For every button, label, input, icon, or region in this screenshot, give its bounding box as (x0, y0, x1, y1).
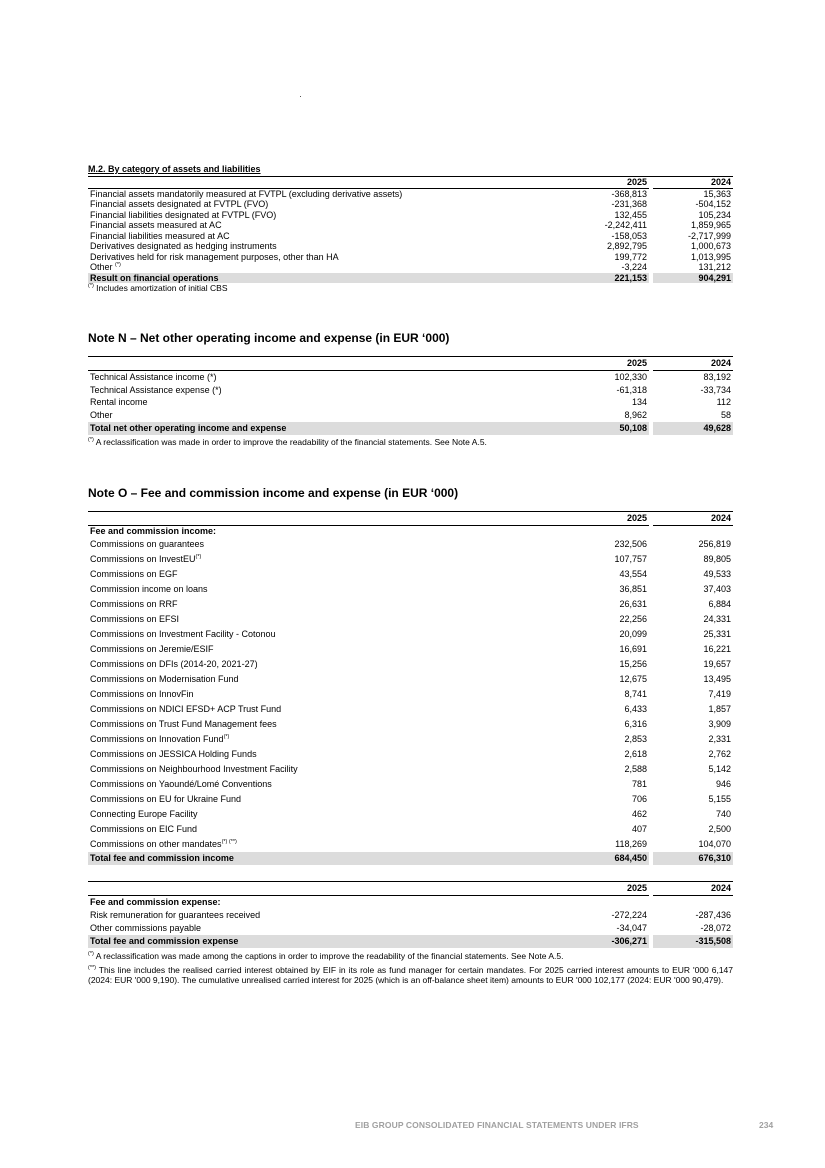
value-2024: 1,000,673 (690, 241, 731, 251)
value-2025: 16,691 (619, 644, 647, 654)
row-label: Commissions on Yaoundé/Lomé Conventions (90, 779, 272, 789)
table-row (88, 702, 733, 717)
footnote-marker: (*) (195, 554, 202, 560)
row-label: Technical Assistance expense (*) (90, 384, 222, 395)
value-2025: -231,368 (611, 199, 647, 209)
value-2024: 256,819 (698, 539, 731, 549)
row-label: Commissions on guarantees (90, 539, 205, 549)
footnote-marker: (*) (115, 262, 121, 268)
value-2025: -61,318 (616, 384, 647, 395)
value-2025: -272,224 (611, 910, 647, 920)
value-2025: 22,256 (619, 614, 647, 624)
table-header-row (88, 177, 733, 188)
row-label: Commissions on Investment Facility - Cotonou (90, 629, 276, 639)
row-label: Commissions on EFSI (90, 614, 180, 624)
value-2024: -33,734 (700, 384, 731, 395)
year-header: 2024 (653, 512, 733, 526)
value-2024: 1,857 (708, 704, 731, 714)
value-2024: 13,495 (703, 674, 731, 684)
table-row (88, 384, 733, 397)
row-label: Financial assets designated at FVTPL (FVO) (90, 199, 269, 209)
total-label: Total net other operating income and expense (88, 422, 569, 435)
year-header: 2024 (653, 357, 733, 370)
value-2024: -504,152 (695, 199, 731, 209)
table-row (88, 262, 733, 273)
table-header-row (88, 357, 733, 370)
table-row (88, 252, 733, 263)
value-2025: 118,269 (615, 839, 647, 849)
stray-dot (300, 96, 301, 97)
row-label: Commissions on EU for Ukraine Fund (90, 794, 242, 804)
row-label: Commissions on Neighbourhood Investment Facility (90, 764, 298, 774)
table-row (88, 188, 733, 199)
total-value: 221,153 (569, 273, 649, 284)
value-2025: -368,813 (611, 188, 647, 199)
value-2025: 102,330 (614, 371, 647, 382)
value-2025: 134 (631, 397, 647, 408)
year-header: 2024 (653, 882, 733, 896)
expense-subheading: Fee and commission expense: (90, 897, 221, 907)
row-label: Commissions on Modernisation Fund (90, 674, 239, 684)
value-2025: 2,588 (624, 764, 647, 774)
total-label: Total fee and commission expense (88, 935, 569, 948)
table-row (88, 567, 733, 582)
note-o-expense-table (88, 882, 733, 948)
table-row (88, 732, 733, 747)
value-2024: -287,436 (695, 910, 731, 920)
footnote-marker: (*) (223, 734, 230, 740)
value-2025: -158,053 (611, 230, 647, 241)
value-2025: 15,256 (619, 659, 647, 669)
value-2024: 740 (715, 809, 731, 819)
table-row (88, 837, 733, 852)
value-2024: -2,717,999 (687, 230, 731, 241)
value-2024: -28,072 (700, 923, 731, 933)
table-row (88, 672, 733, 687)
value-2024: 131,212 (698, 262, 731, 272)
year-header: 2025 (569, 177, 649, 188)
value-2024: 5,155 (708, 794, 731, 804)
row-label: Derivatives designated as hedging instruments (90, 241, 277, 251)
table-row (88, 687, 733, 702)
table-row (88, 822, 733, 837)
row-label: Risk remuneration for guarantees received (90, 910, 261, 920)
row-label: Other commissions payable (90, 923, 202, 933)
row-label: Commissions on other mandates(*) (**) (90, 839, 237, 849)
value-2025: 8,741 (624, 689, 647, 699)
value-2025: 407 (631, 824, 647, 834)
year-header: 2025 (569, 357, 649, 370)
table-total-row (88, 852, 733, 865)
value-2024: 7,419 (708, 689, 731, 699)
total-value: 50,108 (569, 422, 649, 435)
table-row (88, 220, 733, 231)
value-2024: 2,762 (708, 749, 731, 759)
note-n-footnote: (*) A reclassification was made in order to improve the readability of the financial statements. See Note A.5. (88, 436, 487, 447)
total-value: -315,508 (653, 935, 733, 948)
row-label: Commission income on loans (90, 584, 208, 594)
table-header-row (88, 882, 733, 896)
value-2024: 37,403 (703, 584, 731, 594)
value-2024: 946 (715, 779, 731, 789)
value-2024: 49,533 (703, 569, 731, 579)
value-2025: -2,242,411 (604, 220, 647, 230)
row-label: Commissions on Innovation Fund(*) (90, 734, 230, 744)
row-label: Technical Assistance income (*) (90, 371, 217, 382)
value-2025: 107,757 (614, 554, 647, 564)
value-2024: 5,142 (708, 764, 731, 774)
value-2024: 6,884 (708, 599, 731, 609)
value-2024: 15,363 (703, 188, 731, 199)
total-value: 676,310 (653, 852, 733, 865)
value-2024: 3,909 (708, 719, 731, 729)
value-2024: 83,192 (703, 371, 731, 382)
table-row (88, 231, 733, 242)
note-o-footnote-1: (*) A reclassification was made among the captions in order to improve the readability of the financial statements. See Note A.5. (88, 951, 564, 961)
year-header: 2025 (569, 882, 649, 896)
value-2025: 706 (631, 794, 647, 804)
value-2024: 2,331 (708, 734, 731, 744)
row-label: Commissions on NDICI EFSD+ ACP Trust Fund (90, 704, 282, 714)
value-2025: 20,099 (619, 629, 647, 639)
row-label: Rental income (90, 397, 148, 408)
table-row (88, 537, 733, 552)
table-row (88, 396, 733, 409)
row-label: Financial liabilities measured at AC (90, 230, 230, 241)
table-row (88, 792, 733, 807)
page-footer: EIB GROUP CONSOLIDATED FINANCIAL STATEMENTS UNDER IFRS (355, 1120, 639, 1130)
row-label: Commissions on EGF (90, 569, 178, 579)
value-2024: 24,331 (703, 614, 731, 624)
table-header-row (88, 512, 733, 526)
table-row (88, 627, 733, 642)
table-row (88, 777, 733, 792)
row-label: Commissions on JESSICA Holding Funds (90, 749, 257, 759)
row-label: Other (90, 410, 113, 421)
table-row (88, 552, 733, 567)
table-row (88, 582, 733, 597)
footnote-marker: (*) (**) (221, 839, 237, 845)
section-m2 (88, 164, 733, 293)
value-2025: -3,224 (621, 262, 647, 272)
note-o-income-table (88, 512, 733, 865)
total-value: 49,628 (653, 422, 733, 435)
value-2024: 104,070 (698, 839, 731, 849)
section-note-n (88, 331, 733, 447)
row-label: Financial liabilities designated at FVTPL (FVO) (90, 209, 277, 220)
section-note-o (88, 486, 733, 985)
row-label: Commissions on DFIs (2014-20, 2021-27) (90, 659, 258, 669)
row-label: Commissions on Jeremie/ESIF (90, 644, 214, 654)
value-2025: 781 (631, 779, 647, 789)
table-row (88, 762, 733, 777)
value-2024: 1,013,995 (690, 251, 731, 262)
table-row (88, 657, 733, 672)
row-label: Commissions on InvestEU(*) (90, 554, 202, 564)
table-row (88, 210, 733, 221)
row-label: Other (*) (90, 262, 121, 272)
value-2025: 43,554 (619, 569, 647, 579)
value-2025: 232,506 (614, 539, 647, 549)
row-label: Commissions on EIC Fund (90, 824, 198, 834)
page-number: 234 (759, 1120, 774, 1130)
note-n-table (88, 357, 733, 435)
value-2024: 25,331 (703, 629, 731, 639)
value-2025: 2,892,795 (606, 241, 647, 251)
note-o-footnote-2: (**) This line includes the realised carried interest obtained by EIF in its role as fund manager for certain mandates. For 2025 carried interest amounts to EUR '000 6,147 (2024: EUR '000 9,190). The cumulative unrealised carried interest for 2025 (which is an off-balance sheet item) amounts to EUR '000 102,177 (2024: EUR '000 90,479). (88, 965, 733, 985)
value-2025: 462 (631, 809, 647, 819)
note-n-title: Note N – Net other operating income and expense (in EUR ‘000) (88, 331, 450, 345)
table-total-row (88, 935, 733, 948)
m2-title: M.2. By category of assets and liabilities (88, 164, 261, 174)
table-total-row (88, 422, 733, 435)
value-2024: 58 (720, 410, 731, 421)
row-label: Commissions on InnovFin (90, 689, 194, 699)
table-row (88, 597, 733, 612)
row-label: Financial assets mandatorily measured at FVTPL (excluding derivative assets) (90, 188, 403, 199)
table-row (88, 922, 733, 935)
value-2024: 19,657 (703, 659, 731, 669)
table-row (88, 717, 733, 732)
table-row (88, 241, 733, 252)
table-row (88, 807, 733, 822)
value-2025: 36,851 (619, 584, 647, 594)
m2-table (88, 177, 733, 283)
value-2024: 105,234 (698, 209, 731, 220)
income-subheading: Fee and commission income: (90, 526, 217, 536)
year-header: 2025 (569, 512, 649, 526)
value-2025: 12,675 (619, 674, 647, 684)
value-2024: 1,859,965 (690, 220, 731, 230)
value-2025: 2,853 (624, 734, 647, 744)
row-label: Commissions on Trust Fund Management fees (90, 719, 277, 729)
table-total-row (88, 273, 733, 284)
table-row (88, 612, 733, 627)
value-2025: -34,047 (616, 923, 647, 933)
value-2025: 6,433 (624, 704, 647, 714)
table-row (88, 747, 733, 762)
row-label: Financial assets measured at AC (90, 220, 222, 230)
total-value: 904,291 (653, 273, 733, 284)
value-2025: 2,618 (624, 749, 647, 759)
value-2024: 2,500 (708, 824, 731, 834)
value-2025: 199,772 (614, 251, 647, 262)
value-2024: 89,805 (703, 554, 731, 564)
total-value: -306,271 (569, 935, 649, 948)
year-header: 2024 (653, 177, 733, 188)
value-2024: 112 (716, 397, 731, 408)
table-subheading-row (88, 896, 733, 910)
row-label: Connecting Europe Facility (90, 809, 198, 819)
total-value: 684,450 (569, 852, 649, 865)
total-label: Total fee and commission income (88, 852, 569, 865)
table-row (88, 642, 733, 657)
table-row (88, 909, 733, 922)
value-2025: 8,962 (624, 410, 647, 421)
value-2025: 132,455 (614, 209, 647, 220)
row-label: Commissions on RRF (90, 599, 178, 609)
table-row (88, 370, 733, 383)
table-row (88, 199, 733, 210)
value-2024: 16,221 (703, 644, 731, 654)
table-subheading-row (88, 526, 733, 538)
note-o-title: Note O – Fee and commission income and expense (in EUR ‘000) (88, 486, 459, 500)
value-2025: 6,316 (624, 719, 647, 729)
total-label: Result on financial operations (88, 273, 569, 284)
row-label: Derivatives held for risk management purposes, other than HA (90, 251, 339, 262)
value-2025: 26,631 (619, 599, 647, 609)
m2-footnote: (*) Includes amortization of initial CBS (88, 283, 228, 293)
table-row (88, 409, 733, 422)
